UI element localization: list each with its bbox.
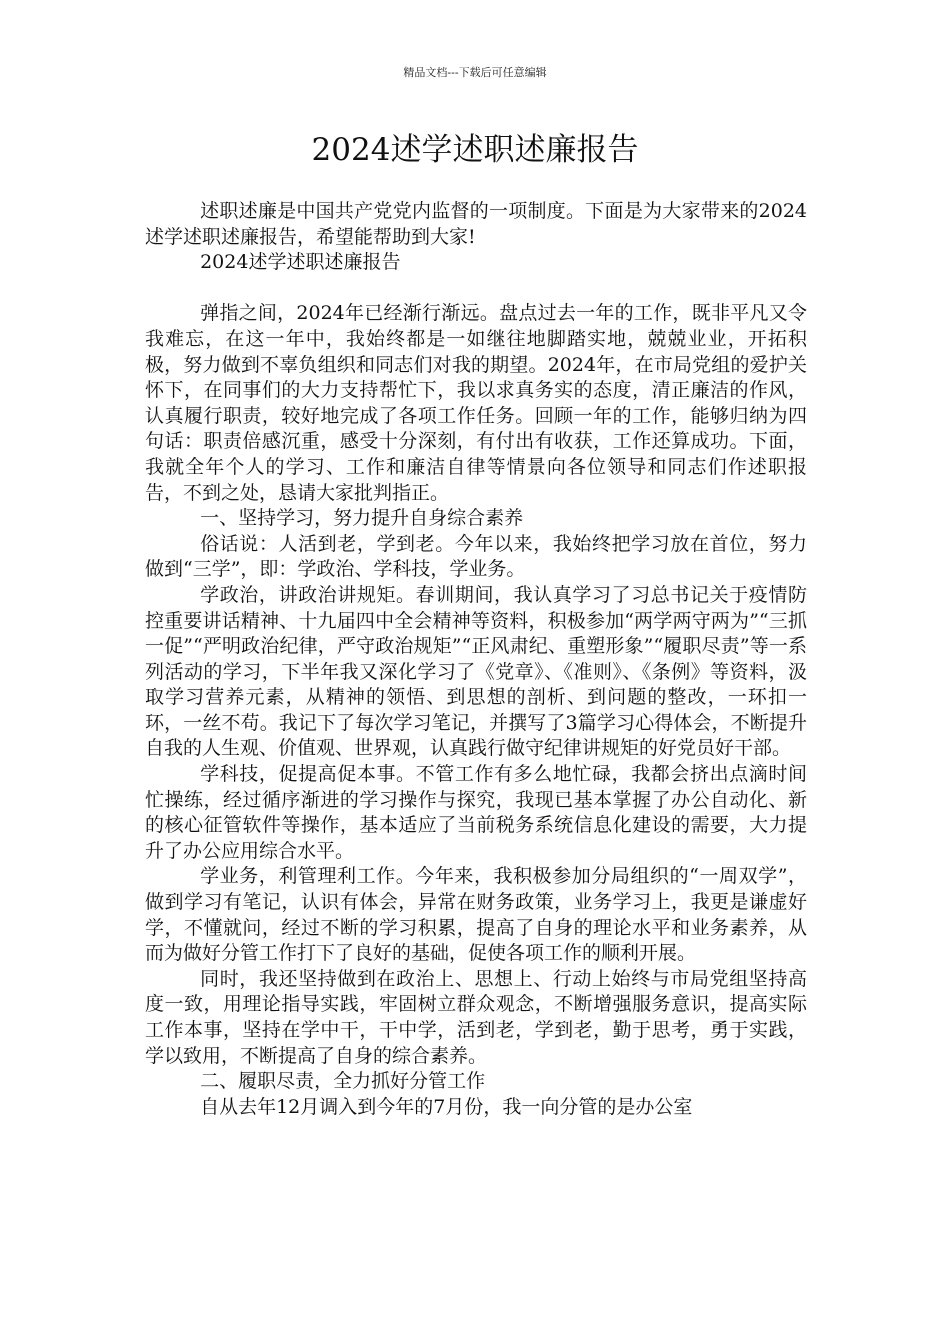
study-technology-paragraph: 学科技，促提高促本事。不管工作有多么地忙碌，我都会挤出点滴时间忙操练，经过循序渐进的学习操作与探究，我现已基本掌握了办公自动化、新的核心征管软件等操作，基本适应了当前税务系统信息化建设的需要，大力提升了办公应用综合水平。 xyxy=(145,763,807,862)
study-business-paragraph: 学业务，利管理利工作。今年来，我积极参加分局组织的“一周双学”，做到学习有笔记，认识有体会，异常在财务政策，业务学习上，我更是谦虚好学，不懂就问，经过不断的学习积累，提高了自身的理论水平和业务素养，从而为做好分管工作打下了良好的基础，促使各项工作的顺利开展。 xyxy=(145,865,807,965)
opening-paragraph: 弹指之间，2024年已经渐行渐远。盘点过去一年的工作，既非平凡又令我难忘，在这一年中，我始终都是一如继往地脚踏实地，兢兢业业，开拓积极，努力做到不辜负组织和同志们对我的期望。2024年，在市局党组的爱护关怀下，在同事们的大力支持帮忙下，我以求真务实的态度，清正廉洁的作风，认真履行职责，较好地完成了各项工作任务。回顾一年的工作，能够归纳为四句话：职责倍感沉重，感受十分深刻，有付出有收获，工作还算成功。下面，我就全年个人的学习、工作和廉洁自律等情景向各位领导和同志们作述职报告，不到之处，恳请大家批判指正。 xyxy=(145,302,807,504)
study-summary-paragraph: 同时，我还坚持做到在政治上、思想上、行动上始终与市局党组坚持高度一致，用理论指导实践，牢固树立群众观念，不断增强服务意识，提高实际工作本事，坚持在学中干，干中学，活到老，学到老，勤于思考，勇于实践，学以致用，不断提高了自身的综合素养。 xyxy=(145,967,807,1067)
study-intro-paragraph: 俗话说：人活到老，学到老。今年以来，我始终把学习放在首位，努力做到“三学”，即：学政治、学科技，学业务。 xyxy=(145,532,807,581)
study-politics-paragraph: 学政治，讲政治讲规矩。春训期间，我认真学习了习总书记关于疫情防控重要讲话精神、十九届四中全会精神等资料，积极参加“两学两守两为”“三抓一促”“严明政治纪律，严守政治规矩”“正风肃纪、重塑形象”“履职尽责”等一系列活动的学习，下半年我又深化学习了《党章》、《准则》、《条例》等资料，汲取学习营养元素，从精神的领悟、到思想的剖析、到问题的整改，一环扣一环，一丝不苟。我记下了每次学习笔记，并撰写了3篇学习心得体会，不断提升自我的人生观、价值观、世界观，认真践行做守纪律讲规矩的好党员好干部。 xyxy=(145,583,807,760)
document-title: 2024述学述职述廉报告 xyxy=(311,132,639,168)
intro-paragraph: 述职述廉是中国共产党党内监督的一项制度。下面是为大家带来的2024述学述职述廉报告，希望能帮助到大家! xyxy=(145,200,807,248)
section-heading-1: 一、坚持学习，努力提升自身综合素养 xyxy=(200,507,524,530)
document-body xyxy=(145,199,807,1120)
report-subtitle: 2024述学述职述廉报告 xyxy=(200,251,401,274)
duty-paragraph: 自从去年12月调入到今年的7月份，我一向分管的是办公室 xyxy=(200,1095,693,1118)
section-heading-2: 二、履职尽责，全力抓好分管工作 xyxy=(200,1070,486,1093)
page-header-watermark: 精品文档---下载后可任意编辑 xyxy=(403,66,547,79)
